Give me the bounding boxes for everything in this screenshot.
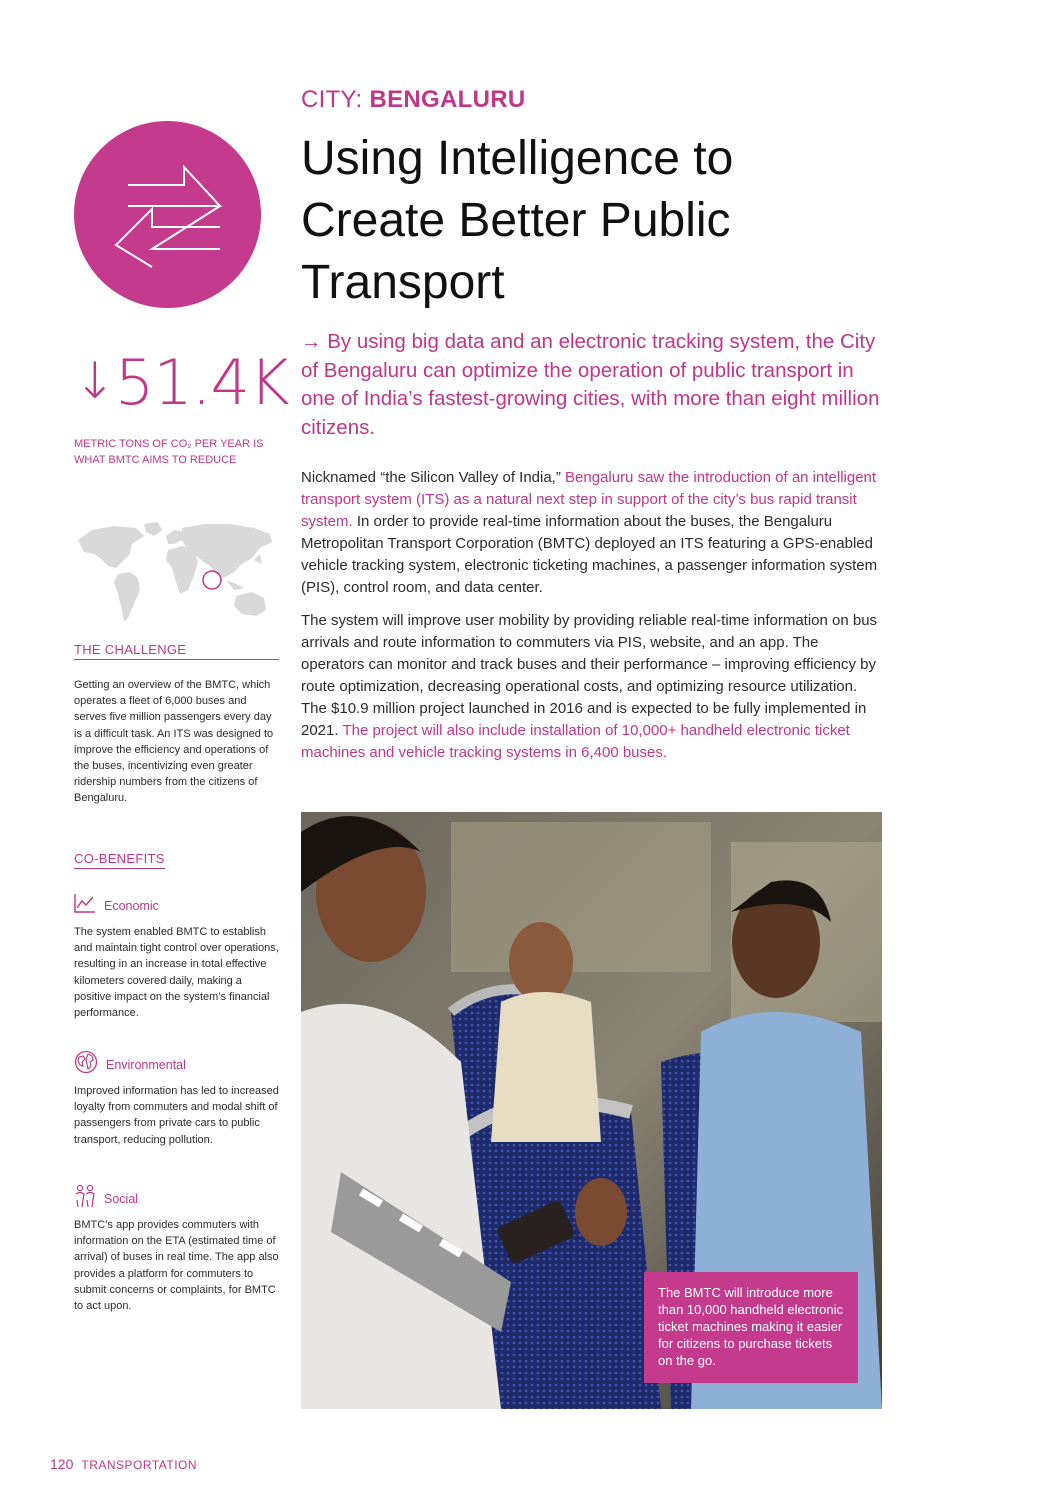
challenge-section	[74, 642, 279, 807]
cobenefit-text: The system enabled BMTC to establish and maintain tight control over operations, resulting in an increase in total effective kilometers covered daily, making a positive impact on the system’s financial performance.	[74, 926, 279, 1020]
body-text: The system will improve user mobility by providing reliable real-time information on bus arrivals and route information to commuters via PIS, website, and an app. The operators can monitor and track buses and their performance – improving efficiency by route optimization, decreasing operational costs, and optimizing resource utilization. The $10.9 million project launched in 2016 and is expected to be fully implemented in 2021.	[301, 612, 878, 739]
body-highlight: Bengaluru saw the introduction of an intelligent transport system (ITS) as a natural next step in support of the city’s bus rapid transit system.	[301, 469, 877, 530]
cobenefit-social	[74, 1184, 279, 1314]
city-name: BENGALURU	[369, 86, 526, 113]
body-text: Nicknamed “the Silicon Valley of India,”	[301, 469, 566, 486]
cobenefit-label: Economic	[104, 898, 159, 913]
cobenefits-heading-wrap	[74, 851, 165, 869]
body-paragraph-2	[301, 610, 881, 764]
cobenefit-text: Improved information has led to increased loyalty from commuters and modal shift of passengers from private cars to public transport, reducing pollution.	[74, 1085, 279, 1146]
city-label	[301, 86, 526, 114]
stat-value	[74, 346, 289, 419]
challenge-heading: THE CHALLENGE	[74, 642, 279, 660]
bus-ticketing-photo	[301, 812, 882, 1409]
arrow-right-icon: →	[301, 330, 322, 353]
lead-paragraph	[301, 328, 881, 442]
page-number: 120	[50, 1456, 74, 1472]
people-icon	[74, 1184, 96, 1213]
stat-number: 51.4K	[114, 346, 289, 419]
cobenefit-label: Social	[104, 1191, 139, 1206]
body-paragraph-1	[301, 467, 881, 599]
stat-caption: METRIC TONS OF CO₂ PER YEAR IS WHAT BMTC AIMS TO REDUCE	[74, 438, 264, 466]
body-highlight: The project will also include installation of 10,000+ handheld electronic ticket machines and vehicle tracking systems in 6,400 buses.	[301, 722, 850, 761]
cobenefit-economic	[74, 893, 279, 1021]
line-chart-icon	[74, 893, 96, 918]
challenge-text: Getting an overview of the BMTC, which operates a fleet of 6,000 buses and serves five million passengers every day is a difficult task. An ITS was designed to improve the efficiency and operations of the buses, incentivizing even greater ridership numbers from the citizens of Bengaluru.	[74, 679, 274, 805]
down-arrow-icon: ↓	[74, 352, 115, 410]
globe-icon	[74, 1050, 98, 1079]
lead-text: By using big data and an electronic tracking system, the City of Bengaluru can optimize the operation of public transport in one of India’s fastest-growing cities, with more than eight million citizens.	[301, 330, 880, 439]
section-name: TRANSPORTATION	[81, 1458, 198, 1472]
body-text: In order to provide real-time information about the buses, the Bengaluru Metropolitan Transport Corporation (BMTC) deployed an ITS featuring a GPS-enabled vehicle tracking system, electronic ticketing machines, a passenger information system (PIS), control room, and data center.	[301, 513, 878, 596]
page-footer	[50, 1456, 197, 1472]
cobenefit-text: BMTC’s app provides commuters with information on the ETA (estimated time of arrival) of buses in real time. The app also provides a platform for commuters to submit concerns or complaints, for BMTC to act upon.	[74, 1219, 279, 1313]
cobenefit-environmental	[74, 1050, 279, 1148]
photo-caption: The BMTC will introduce more than 10,000 handheld electronic ticket machines making it easier for citizens to purchase tickets on the go.	[644, 1272, 858, 1383]
city-prefix: CITY:	[301, 86, 370, 113]
cobenefit-label: Environmental	[106, 1057, 186, 1072]
page-title: Using Intelligence to Create Better Public Transport	[301, 132, 734, 309]
world-map-icon	[74, 518, 276, 630]
cobenefits-heading: CO-BENEFITS	[74, 851, 165, 869]
transport-arrows-icon	[74, 121, 261, 308]
